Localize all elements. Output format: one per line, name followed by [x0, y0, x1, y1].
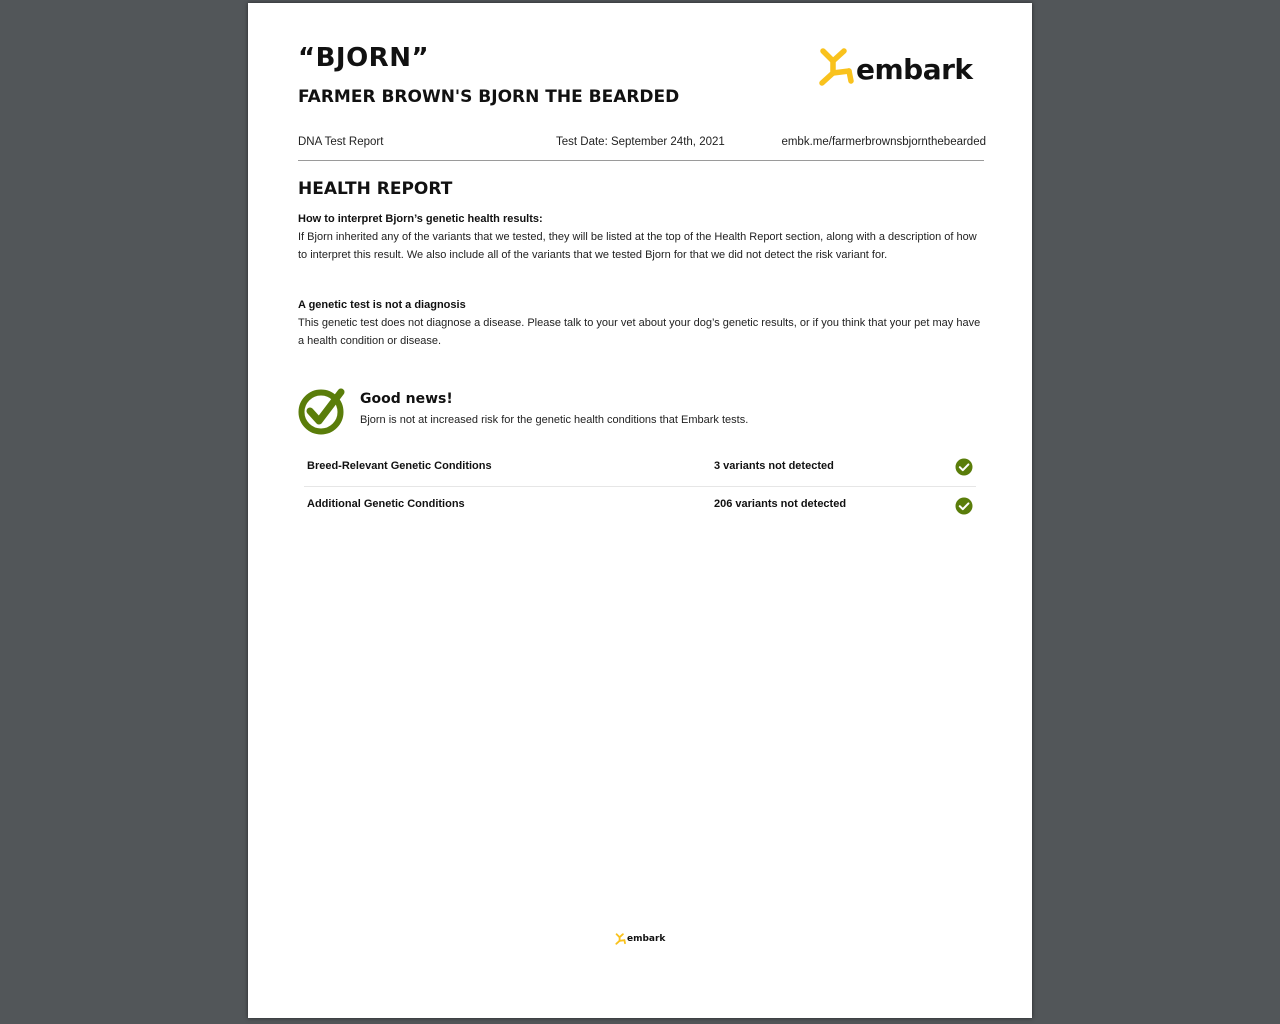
check-circle-icon: [955, 497, 973, 515]
section-title: HEALTH REPORT: [298, 179, 453, 199]
embark-logo-text: embark: [856, 53, 973, 86]
profile-link[interactable]: embk.me/farmerbrownsbjornthebearded: [781, 136, 986, 148]
interpret-block: [298, 210, 988, 264]
report-meta-row: [298, 136, 984, 156]
diagnosis-heading: A genetic test is not a diagnosis: [298, 299, 466, 311]
registered-name: FARMER BROWN'S BJORN THE BEARDED: [298, 87, 680, 107]
embark-logo: [818, 45, 973, 89]
diagnosis-body: This genetic test does not diagnose a disease. Please talk to your vet about your dog’s genetic results, or if you think that your pet may have a health condition or disease.: [298, 317, 981, 347]
table-row: [304, 449, 976, 487]
variant-count: 3 variants not detected: [714, 460, 834, 472]
variant-count: 206 variants not detected: [714, 498, 847, 510]
condition-name: Additional Genetic Conditions: [307, 498, 465, 510]
embark-logo-icon: [818, 47, 854, 87]
good-news-text: Bjorn is not at increased risk for the genetic health conditions that Embark tests.: [360, 414, 749, 426]
results-table: [304, 449, 976, 524]
interpret-heading: How to interpret Bjorn’s genetic health results:: [298, 213, 543, 225]
test-date: Test Date: September 24th, 2021: [556, 136, 725, 148]
divider: [298, 160, 984, 161]
footer-embark-logo: [615, 932, 665, 946]
footer-logo-text: embark: [627, 933, 666, 944]
good-news-title: Good news!: [360, 391, 453, 407]
table-row: [304, 487, 976, 524]
check-circle-icon: [955, 458, 973, 476]
pet-name: “BJORN”: [298, 43, 430, 73]
large-check-circle-icon: [298, 386, 346, 436]
report-type: DNA Test Report: [298, 136, 384, 148]
embark-logo-icon: [615, 933, 626, 945]
report-page: [248, 3, 1032, 1018]
diagnosis-block: [298, 296, 988, 350]
good-news-banner: [298, 386, 988, 438]
condition-name: Breed-Relevant Genetic Conditions: [307, 460, 492, 472]
interpret-body: If Bjorn inherited any of the variants that we tested, they will be listed at the top of the Health Report section, along with a description of how to interpret this result. We also include all of the variants that we tested Bjorn for that we did not detect the risk variant for.: [298, 231, 977, 261]
